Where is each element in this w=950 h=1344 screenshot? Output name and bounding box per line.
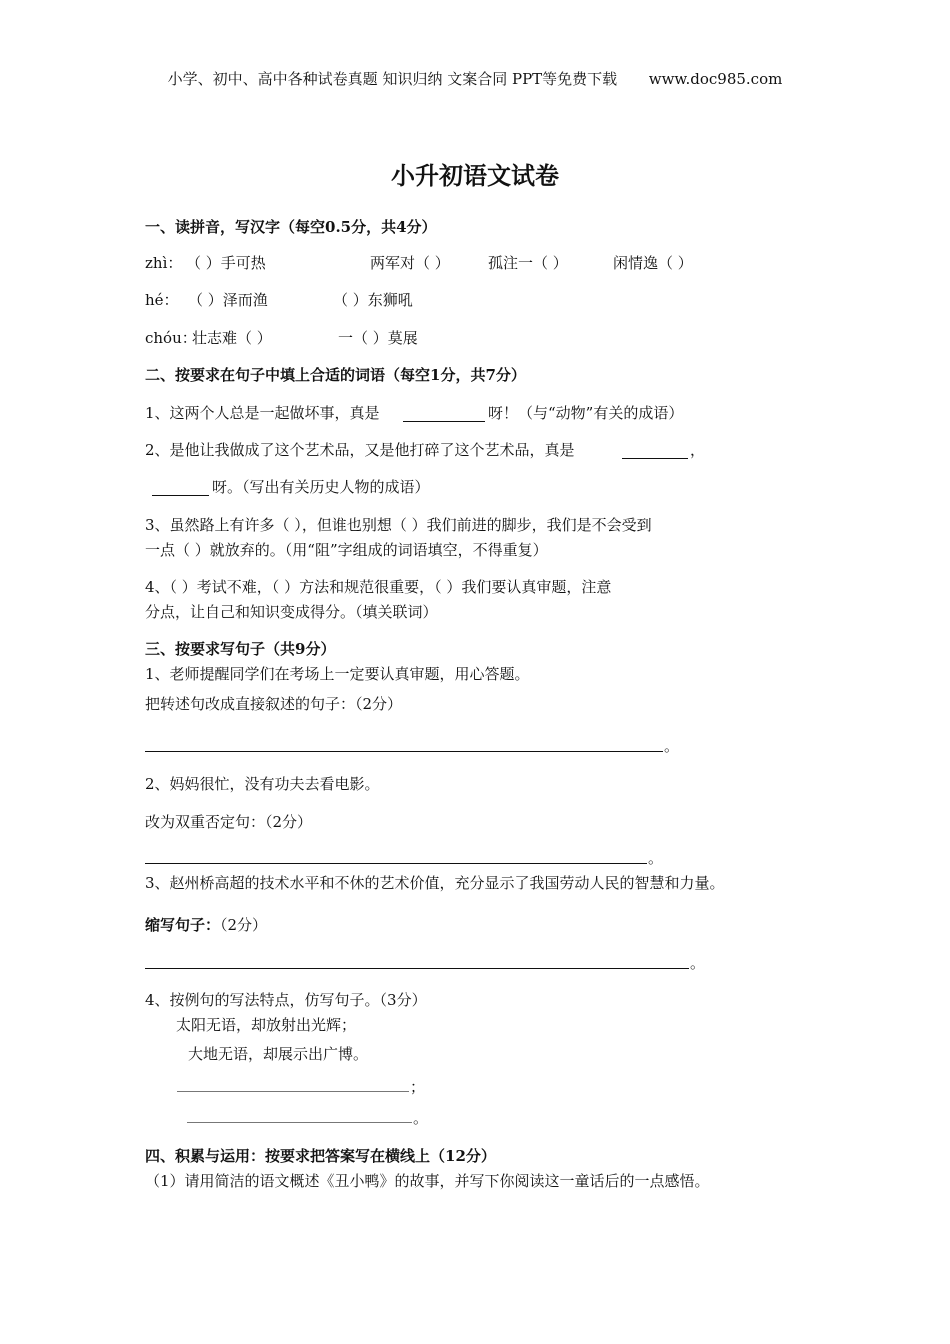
section-2-heading: 二、按要求在句子中填上合适的词语（每空1分，共7分）	[145, 366, 526, 384]
s3-q4-answer-line-2[interactable]	[187, 1122, 412, 1123]
zhi-item-1: （ ）手可热	[186, 254, 266, 272]
he-item-2: （ ）东狮吼	[333, 291, 413, 309]
s2-q1-answer-line[interactable]	[403, 421, 485, 422]
pinyin-he-label: hé：	[145, 291, 179, 309]
section-1-heading: 一、读拼音，写汉字（每空0.5分，共4分）	[145, 218, 437, 236]
chou-item-2: 一（ ）莫展	[338, 329, 418, 347]
s3-example-line-2: 大地无语，却展示出广博。	[188, 1045, 369, 1063]
s3-question-1: 1、老师提醒同学们在考场上一定要认真审题，用心答题。	[145, 665, 530, 683]
s3-q3-period: 。	[690, 954, 706, 972]
pinyin-zhi-label: zhì：	[145, 254, 183, 272]
s2-question-4-line1: 4、（ ）考试不难，（ ）方法和规范很重要，（ ）我们要认真审题，注意	[145, 578, 612, 596]
s2-question-2b: 呀。（写出有关历史人物的成语）	[212, 478, 430, 496]
s3-q4-semicolon: ；	[410, 1078, 426, 1096]
s3-q1-period: 。	[664, 737, 680, 755]
header-text: 小学、初中、高中各种试卷真题 知识归纳 文案合同 PPT等免费下载	[167, 70, 618, 88]
page-title: 小升初语文试卷	[391, 161, 559, 190]
page-header	[0, 68, 950, 89]
s3-q1-answer-line[interactable]	[145, 751, 663, 752]
s3-q4-answer-line-1[interactable]	[177, 1091, 409, 1092]
s3-q2-period: 。	[648, 849, 664, 867]
zhi-item-2: 两军对（ ）	[370, 254, 450, 272]
s2-question-1b: 呀！（与“动物”有关的成语）	[488, 404, 684, 422]
s3-question-3: 3、赵州桥高超的技术水平和不休的艺术价值，充分显示了我国劳动人民的智慧和力量。	[145, 874, 725, 892]
s2-q2-answer-line-2[interactable]	[152, 495, 209, 496]
s3-q3-task-score: （2分）	[220, 916, 268, 934]
s2-question-2a: 2、是他让我做成了这个艺术品，又是他打碎了这个艺术品，真是	[145, 441, 575, 459]
he-item-1: （ ）泽而渔	[188, 291, 268, 309]
pinyin-chou-label: chóu：	[145, 329, 197, 347]
s2-question-3-line1: 3、虽然路上有许多（ ），但谁也别想（ ）我们前进的脚步，我们是不会受到	[145, 516, 652, 534]
s3-question-4: 4、按例句的写法特点，仿写句子。（3分）	[145, 991, 427, 1009]
zhi-item-3: 孤注一（ ）	[488, 254, 568, 272]
s3-question-2-task: 改为双重否定句：（2分）	[145, 813, 313, 831]
s3-question-2: 2、妈妈很忙，没有功夫去看电影。	[145, 775, 380, 793]
s3-example-line-1: 太阳无语，却放射出光辉；	[176, 1016, 357, 1034]
header-url: www.doc985.com	[648, 70, 783, 88]
s4-question-1: （1）请用简洁的语文概述《丑小鸭》的故事，并写下你阅读这一童话后的一点感悟。	[145, 1172, 710, 1190]
s3-question-3-task	[145, 915, 267, 935]
s2-question-4-line2: 分点，让自己和知识变成得分。（填关联词）	[145, 603, 438, 621]
s2-question-2-comma: ，	[690, 441, 706, 459]
s2-question-3-line2: 一点（ ）就放弃的。（用“阻”字组成的词语填空，不得重复）	[145, 541, 548, 559]
s3-q2-answer-line[interactable]	[145, 863, 647, 864]
section-3-heading: 三、按要求写句子（共9分）	[145, 640, 336, 658]
s3-q4-period: 。	[413, 1109, 429, 1127]
section-4-heading: 四、积累与运用：按要求把答案写在横线上（12分）	[145, 1147, 496, 1165]
s3-question-1-task: 把转述句改成直接叙述的句子：（2分）	[145, 695, 403, 713]
s3-q3-task-label: 缩写句子：	[145, 916, 221, 934]
s2-q2-answer-line-1[interactable]	[622, 458, 688, 459]
chou-item-1: 壮志难（ ）	[192, 329, 272, 347]
s2-question-1a: 1、这两个人总是一起做坏事，真是	[145, 404, 380, 422]
zhi-item-4: 闲情逸（ ）	[613, 254, 693, 272]
s3-q3-answer-line[interactable]	[145, 968, 689, 969]
